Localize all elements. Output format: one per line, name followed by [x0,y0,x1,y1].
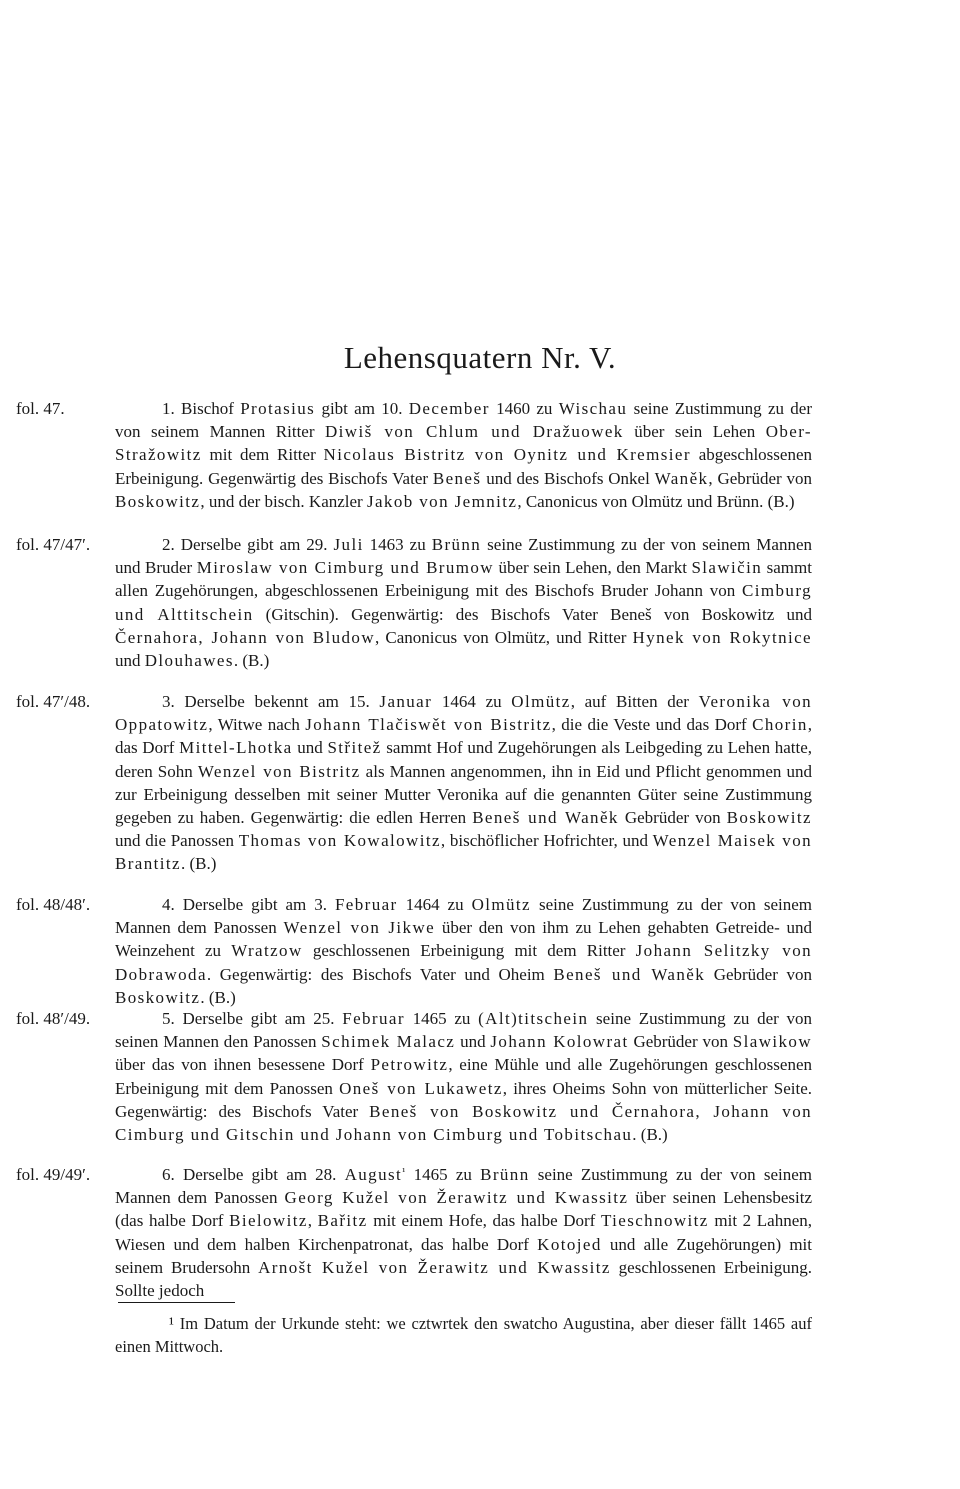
text: , ihres Oheims Sohn von mütterlicher Seite. Gegenwärtig: des Bischofs Vater [115,1078,812,1121]
person-name: Černahora, Johann von Bludow [115,627,376,647]
text: 5. Derselbe gibt am 25. [162,1009,343,1028]
place-name: Olmütz [471,895,531,914]
text: über das von ihnen besessene Dorf [115,1055,371,1075]
text: , das Dorf [115,715,813,758]
text: mit 2 Lahnen, Wiesen und dem halben Kirchenpatronat, das halbe Dorf [115,1211,812,1254]
text: seine Zustimmung zu der von seinen Mannen den Panossen [115,1009,812,1052]
folio-note: fol. 47. [16,399,65,418]
text: . (B.) [180,854,217,874]
text: , und der bisch. Kanzler [200,491,367,511]
text: und die Panossen [115,831,239,851]
place-name: Wratzow [231,941,303,961]
month: December [408,399,490,418]
place-name: Slawikow [732,1032,812,1052]
person-name: Hynek von Rokytnice [632,627,812,647]
text: und des Bischofs Onkel [481,468,655,488]
place-name: Ober-Stražowitz [115,422,812,465]
text: seine Zustimmung zu der von seinem Mannen dem Panossen [115,895,812,938]
month: Juli [333,535,364,554]
folio-note: fol. 47/47′. [16,535,91,554]
text: , Gebrüder von [708,468,812,488]
text: als Mannen angenommen, ihn in Eid und Pflicht genommen und zur Erbeinigung desselben mit seiner Mutter Veronika auf die genannten Güter seine Zustimmung gegeben zu haben. Gegenwärtig: die edlen Herren [115,761,812,828]
place-name: Kotojed [537,1234,602,1254]
entry-2 [115,533,812,672]
text: sammt allen Zugehörungen, abgeschlossenen Erbeinigung mit des Bischofs Bruder Johann von [115,558,812,601]
text: 1464 zu [432,692,512,711]
place-name: Chorin [752,715,808,735]
text: seine Zustimmung zu der von seinem Mannen dem Panossen [115,1165,812,1208]
folio-note: fol. 48/48′. [16,895,91,914]
text: mit dem Ritter [201,445,324,465]
text: sammt Hof und Zugehörungen als Leibgeding zu Lehen hatte, deren Sohn [115,738,813,781]
text: , [307,1211,318,1231]
text: und alle Zugehörungen) mit seinem Brudersohn [115,1234,812,1277]
text: 1463 zu [363,535,432,554]
person-name: Johann Selitzky von Dobrawoda [115,941,812,984]
entry-5 [115,1007,812,1146]
place-name: Mittel-Lhotka [179,738,293,758]
text: über sein Lehen, den Markt [493,558,692,578]
person-name: Waněk [654,468,709,488]
page-title: Lehensquatern Nr. V. [343,340,617,375]
person-name: Jakob von Jemnitz [366,491,518,511]
place-name: Bařitz [317,1211,368,1231]
place-name: Brünn [431,535,482,554]
text: , bischöflicher Hofrichter, und [440,831,653,851]
person-name: Oneš von Lukawetz [339,1078,503,1098]
text: . (B.) [233,651,270,671]
person-name: Nicolaus Bistritz von Oynitz und Kremsier [323,445,691,465]
person-name: Beneš von Boskowitz und Černahora, Johann von Cimburg und Gitschin und Johann von Cimburg und Tobitschau [115,1101,812,1145]
text: gibt am 10. [315,399,409,418]
text: (Gitschin). Gegenwärtig: des Bischofs Vater Beneš von Boskowitz und [253,604,812,624]
entry-6 [115,1163,812,1302]
place-name: Tieschnowitz [600,1211,709,1231]
text: . Gegenwärtig: des Bischofs Vater und Oheim [206,964,554,984]
text: 1464 zu [397,895,472,914]
text: Gebrüder von [705,964,812,984]
text: 2. Derselbe gibt am 29. [162,535,334,554]
place-name: Střitež [327,738,382,758]
text: seine Zustimmung zu der von seinem Mannen und Bruder [115,535,812,578]
text: Gebrüder von [618,808,727,828]
text: 1465 zu [404,1009,479,1028]
person-name: Veronika von Oppatowitz [115,692,813,735]
text: , die die Veste und das Dorf [551,715,753,735]
text: 1460 zu [489,399,559,418]
text: , Witwe nach [208,715,306,735]
month: Februar [342,1009,405,1028]
person-name: Wenzel Maisek von Brantitz [115,831,813,874]
text: über den von ihm zu Lehen gehabten Getreide- und Weinzehent zu [115,918,812,961]
place-name: Brünn [480,1165,530,1184]
person-name: Wenzel von Bistritz [197,761,361,781]
month: August [344,1165,403,1184]
text: 3. Derselbe bekennt am 15. [162,692,380,711]
place-name: Cimburg und Alttitschein [115,581,812,624]
footnote-divider [118,1302,235,1303]
footnote: ¹ Im Datum der Urkunde steht: we cztwrtek den swatcho Augustina, aber dieser fällt 1465 auf einen Mittwoch. [115,1314,812,1356]
entry-1 [115,397,812,513]
text: Gebrüder von [628,1032,733,1052]
place-name: Wischau [558,399,628,418]
text: , Canonicus von Olmütz und Brünn. (B.) [517,491,795,511]
text: 4. Derselbe gibt am 3. [162,895,335,914]
place-name: (Alt)titschein [478,1009,589,1028]
person-name: Wenzel von Jikwe [283,918,436,938]
person-name: Schimek Malacz [321,1032,456,1052]
text: . (B.) [200,987,236,1007]
text: und [455,1032,491,1052]
text: 1. Bischof [162,399,241,418]
person-name: Diwiš von Chlum und Dražuowek [324,422,624,442]
person-name: Miroslaw von Cimburg und Brumow [196,558,494,578]
folio-note: fol. 49/49′. [16,1165,91,1184]
entry-3 [115,690,812,876]
text: mit einem Hofe, das halbe Dorf [367,1211,601,1231]
person-name: Beneš [432,468,482,488]
month: Februar [334,895,398,914]
person-name: Beneš und Waněk [472,808,619,828]
place-name: Petrowitz [370,1055,449,1075]
person-name: Thomas von Kowalowitz [238,831,441,851]
place-name: Bielowitz [229,1211,308,1231]
place-name: Boskowitz [115,491,201,511]
text: , eine Mühle und alle Zugehörungen geschlossenen Erbeinigung mit dem Panossen [115,1055,812,1098]
text: geschlossenen Erbeinigung mit dem Ritter [302,941,636,961]
place-name: Dlouhawes [144,651,234,671]
person-name: Protasius [240,399,316,418]
text: abgeschlossenen Erbeinigung. Gegenwärtig des Bischofs Vater [115,445,812,488]
text: und [292,738,328,758]
month: Januar [379,692,433,711]
text: geschlossenen Erbeinigung. Sollte jedoch [115,1257,812,1301]
text: 1465 zu [405,1165,481,1184]
folio-note: fol. 48′/49. [16,1009,91,1028]
text: seine Zustimmung zu der von seinem Mannen Ritter [115,399,812,442]
place-name: Slawičin [691,558,763,578]
person-name: Johann Tlačiswět von Bistritz [305,715,552,735]
place-name: Olmütz [511,692,571,711]
text: , Canonicus von Olmütz, und Ritter [375,627,633,647]
text: , auf Bitten der [570,692,699,711]
footnote-marker: ¹ [402,1166,406,1178]
text: und [115,651,145,671]
place-name: Boskowitz [115,987,201,1007]
person-name: Georg Kužel von Žerawitz und Kwassitz [284,1188,629,1208]
text: über seinen Lehensbesitz (das halbe Dorf [115,1188,812,1231]
entry-4 [115,893,812,1009]
person-name: Beneš und Waněk [553,964,706,984]
text: 6. Derselbe gibt am 28. [162,1165,345,1184]
text: . (B.) [632,1125,668,1145]
place-name: Boskowitz [726,808,812,828]
person-name: Arnošt Kužel von Žerawitz und Kwassitz [258,1257,611,1277]
text: über sein Lehen [623,422,766,442]
folio-note: fol. 47′/48. [16,692,91,711]
person-name: Johann Kolowrat [490,1032,629,1052]
